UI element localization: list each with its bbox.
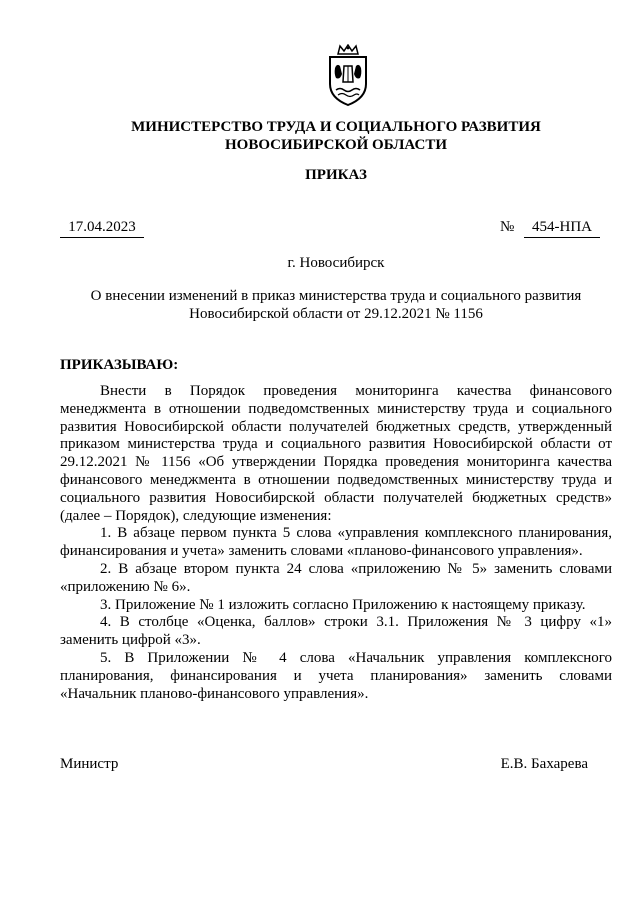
- number-sign: №: [500, 219, 515, 235]
- document-type: ПРИКАЗ: [305, 167, 367, 183]
- ministry-name-line1: МИНИСТЕРСТВО ТРУДА И СОЦИАЛЬНОГО РАЗВИТИЯ: [131, 119, 541, 135]
- city-line: г. Новосибирск: [287, 255, 385, 271]
- body-paragraph-intro: Внести в Порядок проведения мониторинга качества финансового менеджмента в отношении подведомственных министерству труда и социального развития Новосибирской области получателей бюджетных средств, утвержденный приказом министерства труда и социального развития Новосибирской области от 29.12.2021 № 1156 «Об утверждении Порядка проведения мониторинга качества финансового менеджмента в отношении подведомственных министерству труда и социального развития Новосибирской области получателей бюджетных средств» (далее – Порядок), следующие изменения:: [60, 383, 612, 524]
- order-body: [60, 383, 612, 703]
- subject-line1: О внесении изменений в приказ министерства труда и социального развития: [90, 288, 582, 304]
- order-subject: [60, 287, 612, 323]
- signatory-title: Министр: [60, 756, 119, 772]
- signatory-name: Е.В. Бахарева: [500, 756, 588, 772]
- order-directive: ПРИКАЗЫВАЮ:: [60, 357, 179, 373]
- body-paragraph-item-5: 5. В Приложении № 4 слова «Начальник управления комплексного планирования, финансирования и учета планирования» заменить словами «Начальник планово-финансового управления».: [60, 649, 612, 702]
- body-paragraph-item-2: 2. В абзаце втором пункта 24 слова «приложению № 5» заменить словами «приложению № 6».: [60, 560, 612, 595]
- body-paragraph-item-3: 3. Приложение № 1 изложить согласно Приложению к настоящему приказу.: [100, 596, 586, 613]
- order-number: 454-НПА: [524, 218, 600, 238]
- order-date: 17.04.2023: [60, 218, 144, 238]
- subject-line2: Новосибирской области от 29.12.2021 № 1156: [189, 306, 483, 322]
- body-paragraph-item-1: 1. В абзаце первом пункта 5 слова «управления комплексного планирования, финансирования и учета» заменить словами «планово-финансового управления».: [60, 525, 612, 560]
- ministry-name-line2: НОВОСИБИРСКОЙ ОБЛАСТИ: [224, 137, 448, 153]
- novosibirsk-coat-of-arms-icon: [326, 44, 370, 108]
- body-paragraph-item-4: 4. В столбце «Оценка, баллов» строки 3.1. Приложения № 3 цифру «1» заменить цифрой «3».: [60, 614, 612, 649]
- ministry-heading: [60, 118, 612, 154]
